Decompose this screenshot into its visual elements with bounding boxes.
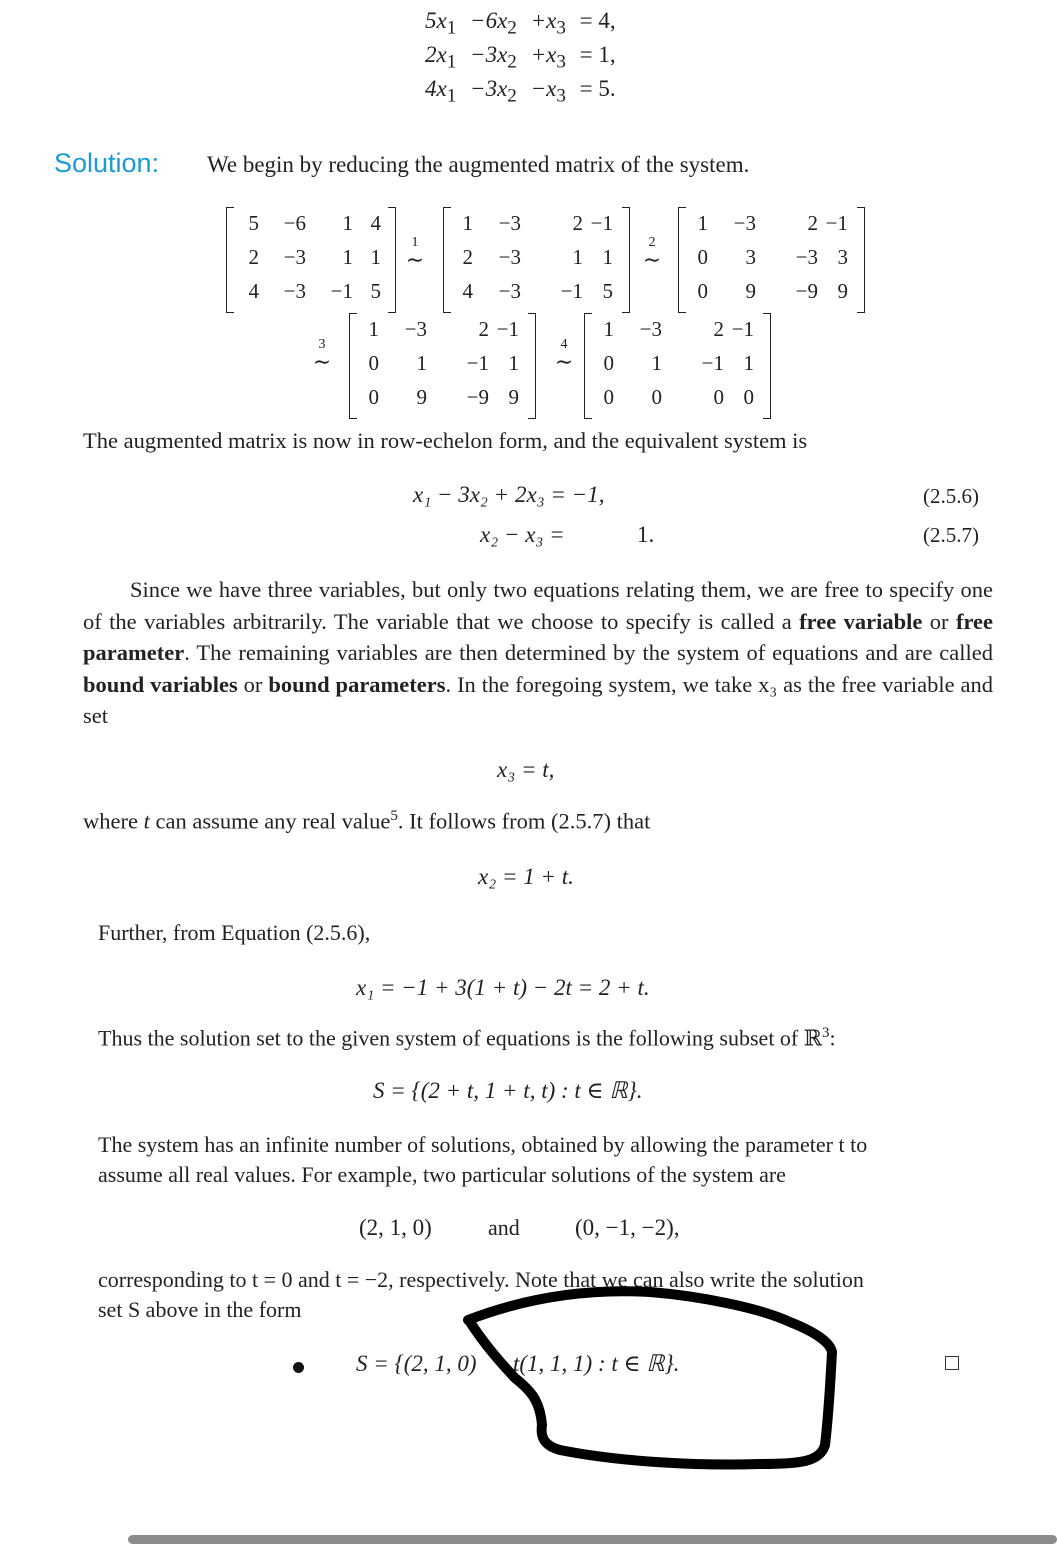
term-bound-parameters: bound parameters xyxy=(268,671,446,697)
matrix-cell: −3 xyxy=(795,245,818,269)
equation-number-2-5-6: (2.5.6) xyxy=(923,484,979,508)
matrix-cell: 9 xyxy=(416,385,427,409)
term: −3x xyxy=(470,42,508,67)
matrix-cell: 1 xyxy=(603,317,614,341)
matrix-cell: 9 xyxy=(745,279,756,303)
matrix-cell: 1 xyxy=(697,211,708,235)
tilde-symbol: ∼ xyxy=(642,247,662,272)
matrix-cell: 0 xyxy=(697,245,708,269)
footnote-marker: 5 xyxy=(390,808,398,824)
matrix-cell: 9 xyxy=(508,385,519,409)
matrix-cell: 2 xyxy=(462,245,473,269)
term: +x xyxy=(530,42,557,67)
matrix-cell: 2 xyxy=(807,211,818,235)
rhs: = 4, xyxy=(579,8,616,33)
infinite-solutions-line-1: The system has an infinite number of solutions, obtained by allowing the parameter t to xyxy=(98,1132,868,1157)
matrix-cell: −9 xyxy=(795,279,818,303)
corresponding-line-1: corresponding to t = 0 and t = −2, respectively. Note that we can also write the solution xyxy=(98,1267,864,1292)
step-label: 2 xyxy=(648,235,656,250)
matrix-cell: 0 xyxy=(651,385,662,409)
subscript: 3 xyxy=(556,85,566,107)
matrix-cell: 1 xyxy=(368,317,379,341)
matrix-cell: 1 xyxy=(370,245,381,269)
step-label: 3 xyxy=(318,337,326,352)
thus-text: : xyxy=(829,1025,836,1051)
term: 2x xyxy=(425,42,447,67)
solution-label-text: Solution: xyxy=(54,148,160,178)
and-word: and xyxy=(488,1215,520,1240)
matrix-cell: −1 xyxy=(825,211,848,235)
para-text: . The remaining variables are then determined by the system of equations and are called xyxy=(184,640,993,665)
matrix-cell: 1 xyxy=(572,245,583,269)
matrix-cell: 1 xyxy=(342,245,353,269)
matrix-cell: 2 xyxy=(478,317,489,341)
superscript: 3 xyxy=(822,1025,830,1041)
solution-set-2-end: t(1, 1, 1) : t ∈ ℝ}. xyxy=(513,1351,680,1376)
matrix-cell: −3 xyxy=(283,279,306,303)
matrix-cell: −3 xyxy=(733,211,756,235)
equation-number-2-5-7: (2.5.7) xyxy=(923,523,979,547)
subscript: 3 xyxy=(556,51,566,73)
matrix-cell: −1 xyxy=(701,351,724,375)
equation-x1: x₁ = −1 + 3(1 + t) − 2t = 2 + t. xyxy=(356,975,650,1000)
equation-2-5-6: x₁ − 3x₂ + 2x₃ = −1, xyxy=(413,482,605,507)
para-text: Since we have three variables, but only two equations relating them, we are free to specify one of the variables arbitrarily. The variable that we choose to specify is called a xyxy=(83,577,993,634)
matrix-cell: −3 xyxy=(498,211,521,235)
term-bound-variables: bound variables xyxy=(83,671,238,697)
solution-intro: We begin by reducing the augmented matrix of the system. xyxy=(207,152,750,177)
matrix-cell: −1 xyxy=(466,351,489,375)
matrix-cell: 1 xyxy=(462,211,473,235)
matrix-cell: 5 xyxy=(248,211,259,235)
term: −3x xyxy=(470,76,508,101)
matrix-cell: 4 xyxy=(462,279,473,303)
particular-solution-2: (0, −1, −2), xyxy=(575,1215,680,1240)
matrix-cell: −3 xyxy=(404,317,427,341)
matrix-cell: −3 xyxy=(498,245,521,269)
matrix-cell: 2 xyxy=(248,245,259,269)
para-text: or xyxy=(922,608,956,634)
subscript: 2 xyxy=(507,17,517,39)
matrix-cell: 0 xyxy=(713,385,724,409)
matrix-cell: 5 xyxy=(602,279,613,303)
step-label: 1 xyxy=(411,235,419,250)
matrix-cell: 1 xyxy=(743,351,754,375)
infinite-solutions-line-2: assume all real values. For example, two particular solutions of the system are xyxy=(98,1162,786,1187)
matrix-cell: 0 xyxy=(603,385,614,409)
thus-text: Thus the solution set to the given system of equations is the following subset of ℝ xyxy=(98,1025,823,1051)
matrix-cell: 3 xyxy=(837,245,848,269)
matrix-cell: 0 xyxy=(368,385,379,409)
matrix-cell: 0 xyxy=(743,385,754,409)
rhs: = 1, xyxy=(579,42,616,67)
matrix-cell: −9 xyxy=(466,385,489,409)
matrix-cell: 1 xyxy=(651,351,662,375)
equation-x2: x₂ = 1 + t. xyxy=(478,864,574,889)
particular-solution-1: (2, 1, 0) xyxy=(359,1215,432,1240)
matrix-cell: −1 xyxy=(330,279,353,303)
matrix-cell: 9 xyxy=(837,279,848,303)
where-text: can assume any real value xyxy=(149,808,391,834)
where-variable: t xyxy=(143,808,150,834)
matrix-cell: 1 xyxy=(342,211,353,235)
matrix-cell: −3 xyxy=(639,317,662,341)
matrix-cell: −1 xyxy=(731,317,754,341)
term: +x xyxy=(530,8,557,33)
matrix-cell: 0 xyxy=(368,351,379,375)
para-text: or xyxy=(237,671,269,697)
equation-x3: x₃ = t, xyxy=(497,757,555,782)
term-free-variable: free variable xyxy=(799,608,923,634)
subscript: 1 xyxy=(446,85,457,107)
where-text: where xyxy=(83,808,144,834)
tilde-symbol: ∼ xyxy=(554,349,574,374)
annotation-stroke xyxy=(468,1291,832,1464)
term: −x xyxy=(530,76,557,101)
para-text: . In the foregoing system, we take x₃ as the free variable and set xyxy=(83,671,993,728)
equation-2-5-7-rhs: 1. xyxy=(637,522,655,547)
matrix-cell: 0 xyxy=(603,351,614,375)
matrix-cell: 5 xyxy=(370,279,381,303)
subscript: 1 xyxy=(446,17,457,39)
term: −6x xyxy=(470,8,508,33)
tilde-symbol: ∼ xyxy=(405,247,425,272)
solution-set-1: S = {(2 + t, 1 + t, t) : t ∈ ℝ}. xyxy=(373,1078,643,1103)
subscript: 2 xyxy=(507,51,517,73)
matrix-cell: −1 xyxy=(590,211,613,235)
matrix-cell: −1 xyxy=(560,279,583,303)
subscript: 2 xyxy=(507,85,517,107)
matrix-cell: 4 xyxy=(248,279,259,303)
matrix-cell: 0 xyxy=(697,279,708,303)
term-free-parameter: free parameter xyxy=(83,608,993,665)
tilde-symbol: ∼ xyxy=(312,349,332,374)
matrix-cell: −1 xyxy=(496,317,519,341)
matrix-cell: −3 xyxy=(283,245,306,269)
step-label: 4 xyxy=(560,337,568,352)
rhs: = 5. xyxy=(579,76,616,101)
term: 4x xyxy=(425,76,447,101)
further-sentence: Further, from Equation (2.5.6), xyxy=(98,920,371,945)
subscript: 3 xyxy=(556,17,566,39)
matrix-cell: 1 xyxy=(508,351,519,375)
equation-2-5-7-lhs: x₂ − x₃ = xyxy=(480,522,565,547)
solution-set-2-start: S = {(2, 1, 0) xyxy=(356,1351,477,1376)
horizontal-scrollbar[interactable] xyxy=(128,1535,1057,1544)
matrix-cell: 2 xyxy=(572,211,583,235)
matrix-cell: 1 xyxy=(416,351,427,375)
matrix-cell: 2 xyxy=(713,317,724,341)
matrix-cell: 4 xyxy=(370,211,381,235)
corresponding-line-2: set S above in the form xyxy=(98,1297,302,1322)
matrix-cell: −6 xyxy=(283,211,306,235)
matrix-cell: 3 xyxy=(745,245,756,269)
where-text: . It follows from (2.5.7) that xyxy=(397,808,651,834)
matrix-cell: 1 xyxy=(602,245,613,269)
matrix-cell: −3 xyxy=(498,279,521,303)
subscript: 1 xyxy=(446,51,457,73)
row-echelon-sentence: The augmented matrix is now in row-echelon form, and the equivalent system is xyxy=(83,428,808,453)
term: 5x xyxy=(425,8,447,33)
